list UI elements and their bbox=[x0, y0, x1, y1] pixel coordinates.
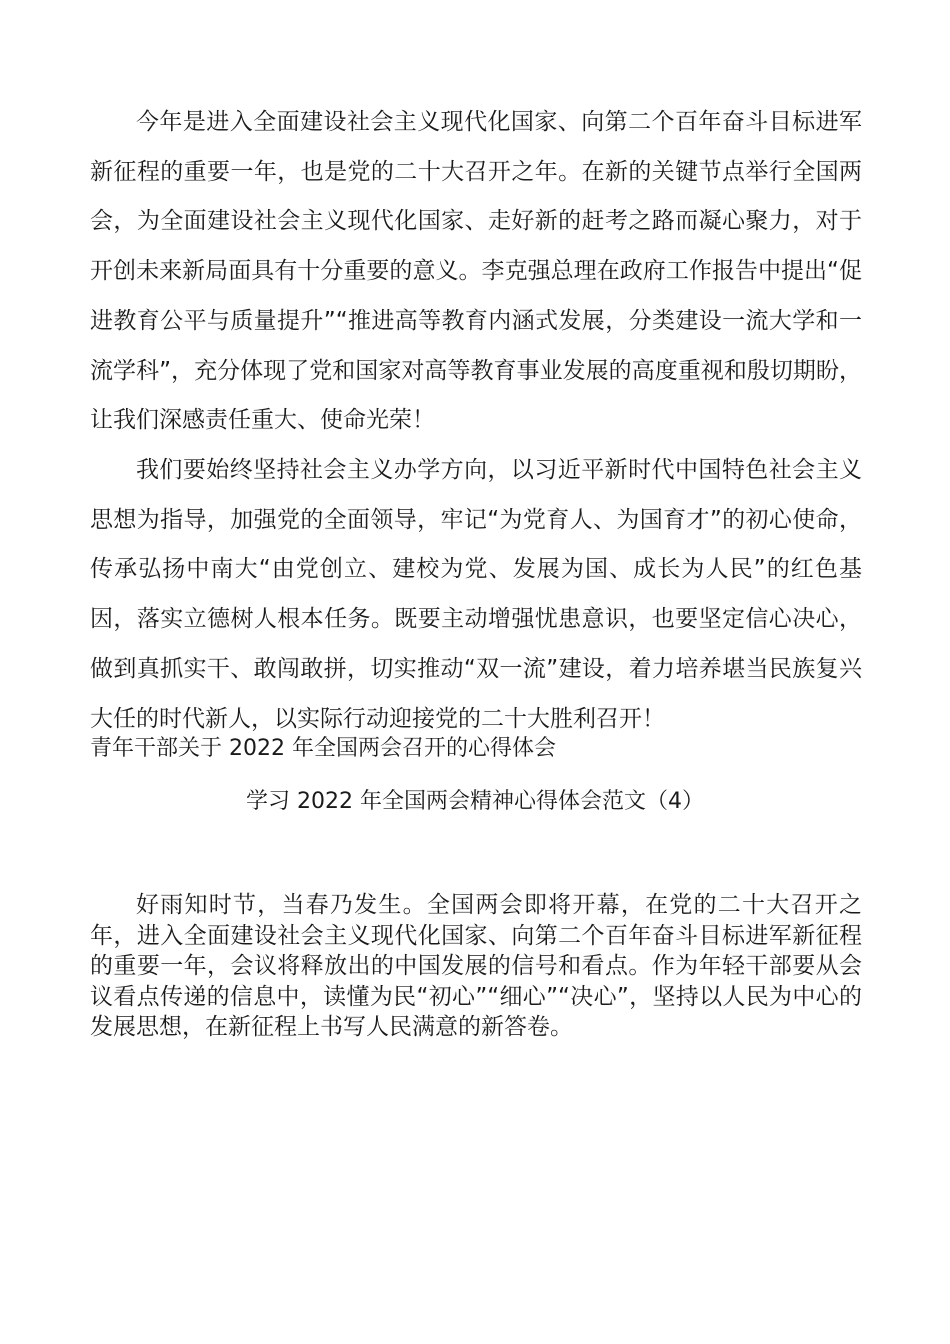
document-subtitle: 学习 2022 年全国两会精神心得体会范文（4） bbox=[246, 789, 704, 814]
body-paragraph: 今年是进入全面建设社会主义现代化国家、向第二个百年奋斗目标进军新征程的重要一年，也是党的二十大召开之年。在新的关键节点举行全国两会，为全面建设社会主义现代化国家、走好新的赶考之路而凝心聚力，对于开创未来新局面具有十分重要的意义。李克强总理在政府工作报告中提出“促进教育公平与质量提升”“推进高等教育内涵式发展，分类建设一流大学和一流学科”，充分体现了党和国家对高等教育事业发展的高度重视和殷切期盼，让我们深感责任重大、使命光荣！ bbox=[90, 109, 862, 434]
document-heading: 青年干部关于 2022 年全国两会召开的心得体会 bbox=[90, 736, 556, 761]
body-paragraph: 我们要始终坚持社会主义办学方向，以习近平新时代中国特色社会主义思想为指导，加强党的全面领导，牢记“为党育人、为国育才”的初心使命，传承弘扬中南大“由党创立、建校为党、发展为国、成长为人民”的红色基因，落实立德树人根本任务。既要主动增强忧患意识，也要坚定信心决心，做到真抓实干、敢闯敢拼，切实推动“双一流”建设，着力培养堪当民族复兴大任的时代新人，以实际行动迎接党的二十大胜利召开！ bbox=[90, 457, 862, 732]
body-paragraph: 好雨知时节，当春乃发生。全国两会即将开幕，在党的二十大召开之年，进入全面建设社会主义现代化国家、向第二个百年奋斗目标进军新征程的重要一年，会议将释放出的中国发展的信号和看点。作为年轻干部要从会议看点传递的信息中，读懂为民“初心”“细心”“决心”，坚持以人民为中心的发展思想，在新征程上书写人民满意的新答卷。 bbox=[90, 892, 862, 1040]
